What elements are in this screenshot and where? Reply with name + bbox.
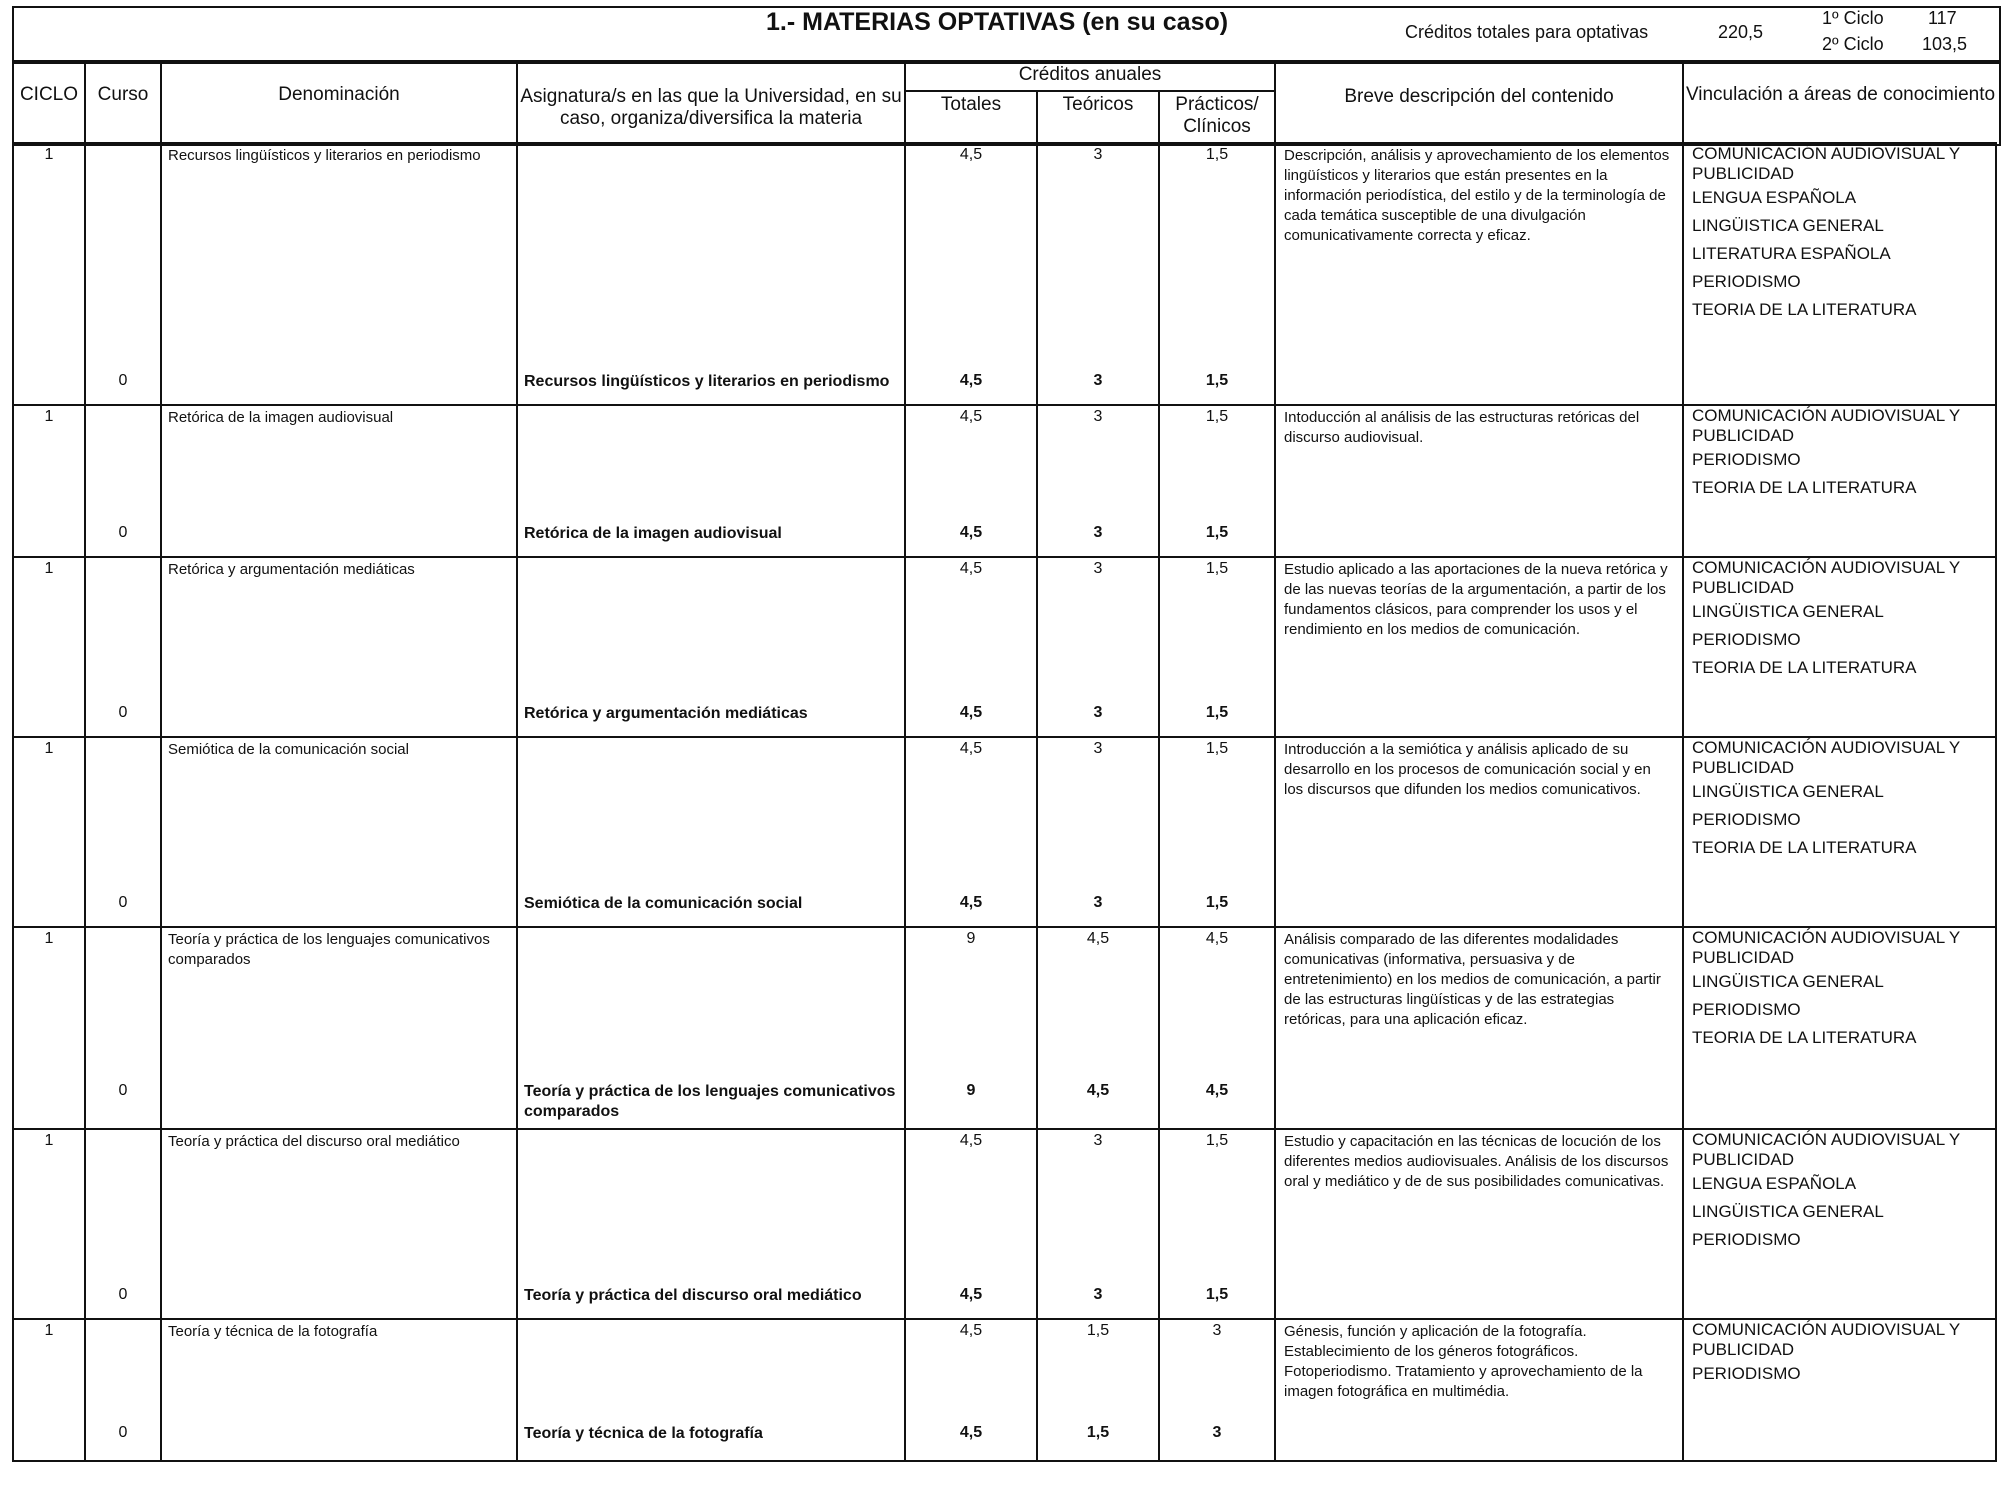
- col-vinculacion: Vinculación a áreas de conocimiento: [1685, 84, 1996, 105]
- row-sub-total: 4,5: [959, 1424, 983, 1441]
- row-denominacion: Teoría y técnica de la fotografía: [168, 1323, 378, 1340]
- row-ciclo: 1: [44, 1322, 54, 1339]
- col-divider: [1682, 62, 1684, 1462]
- area-item: TEORIA DE LA LITERATURA: [1692, 478, 1917, 497]
- row-descripcion: Análisis comparado de las diferentes modalidades comunicativas (informativa, persuasiva y de entretenimiento) en los medios de comunicación, a partir de las estructuras lingüísticas y de las estrategias retóricas, para una aplicación eficaz.: [1284, 931, 1661, 1028]
- row-curso: 0: [118, 1082, 128, 1099]
- area-item: COMUNICACIÓN AUDIOVISUAL Y PUBLICIDAD: [1692, 144, 1960, 183]
- area-item: TEORIA DE LA LITERATURA: [1692, 838, 1917, 857]
- row-descripcion: Estudio y capacitación en las técnicas de locución de los diferentes medios audiovisuales. Análisis de los discursos oral y mediático y de de sus posibilidades comunicativas.: [1284, 1133, 1669, 1190]
- creditos-label: Créditos totales para optativas: [1405, 22, 1649, 42]
- col-denominacion: Denominación: [278, 84, 400, 105]
- col-divider: [904, 62, 906, 1462]
- row-sub-teoricos: 3: [1093, 894, 1103, 911]
- ciclo2-value: 103,5: [1922, 34, 1968, 54]
- ciclo2-label: 2º Ciclo: [1822, 34, 1884, 54]
- area-item: PERIODISMO: [1692, 272, 1801, 291]
- col-divider: [1036, 92, 1038, 1462]
- row-total: 4,5: [959, 740, 983, 757]
- row-sub-practicos: 1,5: [1205, 1286, 1229, 1303]
- row-teoricos: 4,5: [1086, 930, 1110, 947]
- row-areas: [1692, 928, 1992, 1052]
- row-descripcion: Descripción, análisis y aprovechamiento de los elementos lingüísticos y literarios que están presentes en la información periodística, del estilo y de la terminología de cada temática susceptible de una divulgación comunicativamente correcta y eficaz.: [1284, 147, 1670, 244]
- area-item: COMUNICACIÓN AUDIOVISUAL Y PUBLICIDAD: [1692, 738, 1960, 777]
- row-denominacion: Retórica de la imagen audiovisual: [168, 409, 394, 426]
- area-item: COMUNICACIÓN AUDIOVISUAL Y PUBLICIDAD: [1692, 558, 1960, 597]
- col-creditos-anuales: Créditos anuales: [1018, 64, 1162, 85]
- row-areas: [1692, 144, 1992, 324]
- creditos-total: 220,5: [1718, 22, 1764, 42]
- row-practicos: 1,5: [1205, 1132, 1229, 1149]
- area-item: COMUNICACIÓN AUDIOVISUAL Y PUBLICIDAD: [1692, 928, 1960, 967]
- row-practicos: 1,5: [1205, 560, 1229, 577]
- row-sub-total: 4,5: [959, 894, 983, 911]
- row-practicos: 1,5: [1205, 740, 1229, 757]
- row-asignatura: Teoría y práctica del discurso oral mediático: [524, 1287, 862, 1304]
- row-curso: 0: [118, 704, 128, 721]
- row-total: 9: [966, 930, 976, 947]
- row-sub-total: 4,5: [959, 1286, 983, 1303]
- row-ciclo: 1: [44, 1132, 54, 1149]
- row-sub-practicos: 1,5: [1205, 704, 1229, 721]
- row-sub-teoricos: 3: [1093, 1286, 1103, 1303]
- row-total: 4,5: [959, 146, 983, 163]
- row-descripcion: Estudio aplicado a las aportaciones de la nueva retórica y de las nuevas teorías de la argumentación, a partir de los fundamentos clásicos, para comprender los usos y el rendimiento en los medios de comunicación.: [1284, 561, 1668, 638]
- row-sub-total: 4,5: [959, 372, 983, 389]
- row-asignatura: Retórica y argumentación mediáticas: [524, 705, 808, 722]
- row-curso: 0: [118, 372, 128, 389]
- col-divider: [1274, 62, 1276, 1462]
- row-asignatura: Teoría y práctica de los lenguajes comunicativos comparados: [524, 1083, 896, 1120]
- page-title: 1.- MATERIAS OPTATIVAS (en su caso): [766, 8, 1229, 36]
- area-item: TEORIA DE LA LITERATURA: [1692, 658, 1917, 677]
- area-item: PERIODISMO: [1692, 1230, 1801, 1249]
- area-item: PERIODISMO: [1692, 1000, 1801, 1019]
- area-item: LINGÜISTICA GENERAL: [1692, 782, 1884, 801]
- area-item: LINGÜISTICA GENERAL: [1692, 1202, 1884, 1221]
- row-descripcion: Introducción a la semiótica y análisis aplicado de su desarrollo en los procesos de comunicación social y en los discursos que difunden los medios comunicativos.: [1284, 741, 1651, 798]
- row-areas: [1692, 1130, 1992, 1254]
- row-total: 4,5: [959, 1132, 983, 1149]
- col-totales: Totales: [940, 94, 1002, 115]
- area-item: LITERATURA ESPAÑOLA: [1692, 244, 1891, 263]
- area-item: LENGUA ESPAÑOLA: [1692, 1174, 1857, 1193]
- col-divider: [1158, 92, 1160, 1462]
- col-curso: Curso: [97, 84, 149, 105]
- row-descripcion: Intoducción al análisis de las estructuras retóricas del discurso audiovisual.: [1284, 409, 1640, 446]
- area-item: LINGÜISTICA GENERAL: [1692, 602, 1884, 621]
- row-sub-total: 9: [966, 1082, 976, 1099]
- row-sub-practicos: 1,5: [1205, 524, 1229, 541]
- row-asignatura: Semiótica de la comunicación social: [524, 895, 803, 912]
- table-left-border: [12, 142, 14, 1462]
- area-item: TEORIA DE LA LITERATURA: [1692, 1028, 1917, 1047]
- row-sub-teoricos: 3: [1093, 372, 1103, 389]
- area-item: PERIODISMO: [1692, 450, 1801, 469]
- table-right-border: [1995, 142, 1997, 1462]
- row-areas: [1692, 406, 1992, 502]
- row-sub-practicos: 3: [1212, 1424, 1222, 1441]
- area-item: COMUNICACIÓN AUDIOVISUAL Y PUBLICIDAD: [1692, 1320, 1960, 1359]
- row-sub-teoricos: 3: [1093, 524, 1103, 541]
- row-denominacion: Retórica y argumentación mediáticas: [168, 561, 415, 578]
- row-sub-total: 4,5: [959, 704, 983, 721]
- row-curso: 0: [118, 1424, 128, 1441]
- row-total: 4,5: [959, 1322, 983, 1339]
- row-ciclo: 1: [44, 560, 54, 577]
- row-practicos: 1,5: [1205, 146, 1229, 163]
- row-total: 4,5: [959, 408, 983, 425]
- col-divider: [516, 62, 518, 1462]
- row-denominacion: Teoría y práctica del discurso oral mediático: [168, 1133, 460, 1150]
- area-item: PERIODISMO: [1692, 1364, 1801, 1383]
- area-item: COMUNICACIÓN AUDIOVISUAL Y PUBLICIDAD: [1692, 1130, 1960, 1169]
- area-item: TEORIA DE LA LITERATURA: [1692, 300, 1917, 319]
- row-total: 4,5: [959, 560, 983, 577]
- row-denominacion: Teoría y práctica de los lenguajes comunicativos comparados: [168, 931, 490, 968]
- row-teoricos: 3: [1093, 1132, 1103, 1149]
- area-item: LINGÜISTICA GENERAL: [1692, 972, 1884, 991]
- area-item: PERIODISMO: [1692, 810, 1801, 829]
- area-item: LINGÜISTICA GENERAL: [1692, 216, 1884, 235]
- row-asignatura: Recursos lingüísticos y literarios en periodismo: [524, 373, 890, 390]
- col-asignatura: Asignatura/s en las que la Universidad, en su caso, organiza/diversifica la materia: [520, 86, 902, 129]
- row-teoricos: 1,5: [1086, 1322, 1110, 1339]
- row-asignatura: Retórica de la imagen audiovisual: [524, 525, 782, 542]
- area-item: COMUNICACIÓN AUDIOVISUAL Y PUBLICIDAD: [1692, 406, 1960, 445]
- row-practicos: 1,5: [1205, 408, 1229, 425]
- row-sub-teoricos: 1,5: [1086, 1424, 1110, 1441]
- row-sub-practicos: 1,5: [1205, 372, 1229, 389]
- col-descripcion: Breve descripción del contenido: [1344, 86, 1614, 107]
- row-ciclo: 1: [44, 146, 54, 163]
- area-item: PERIODISMO: [1692, 630, 1801, 649]
- row-sub-teoricos: 4,5: [1086, 1082, 1110, 1099]
- row-teoricos: 3: [1093, 560, 1103, 577]
- row-curso: 0: [118, 894, 128, 911]
- row-ciclo: 1: [44, 930, 54, 947]
- row-teoricos: 3: [1093, 146, 1103, 163]
- row-areas: [1692, 1320, 1992, 1388]
- row-practicos: 4,5: [1205, 930, 1229, 947]
- table-bottom-border: [12, 1460, 1997, 1462]
- row-sub-practicos: 1,5: [1205, 894, 1229, 911]
- row-descripcion: Génesis, función y aplicación de la fotografía. Establecimiento de los géneros fotográficos. Fotoperiodismo. Tratamiento y aprovechamiento de la imagen fotográfica en multimédia.: [1284, 1323, 1643, 1400]
- row-areas: [1692, 738, 1992, 862]
- row-denominacion: Semiótica de la comunicación social: [168, 741, 409, 758]
- row-ciclo: 1: [44, 740, 54, 757]
- row-teoricos: 3: [1093, 740, 1103, 757]
- row-denominacion: Recursos lingüísticos y literarios en periodismo: [168, 147, 481, 164]
- ciclo1-label: 1º Ciclo: [1822, 8, 1884, 28]
- row-sub-practicos: 4,5: [1205, 1082, 1229, 1099]
- col-ciclo: CICLO: [19, 84, 79, 105]
- col-divider: [160, 62, 162, 1462]
- creditos-divider: [904, 90, 1276, 92]
- row-sub-teoricos: 3: [1093, 704, 1103, 721]
- row-sub-total: 4,5: [959, 524, 983, 541]
- col-divider: [84, 62, 86, 1462]
- row-ciclo: 1: [44, 408, 54, 425]
- row-practicos: 3: [1212, 1322, 1222, 1339]
- row-curso: 0: [118, 1286, 128, 1303]
- row-asignatura: Teoría y técnica de la fotografía: [524, 1425, 763, 1442]
- row-curso: 0: [118, 524, 128, 541]
- col-practicos: Prácticos/ Clínicos: [1175, 94, 1259, 137]
- row-areas: [1692, 558, 1992, 682]
- area-item: LENGUA ESPAÑOLA: [1692, 188, 1857, 207]
- row-teoricos: 3: [1093, 408, 1103, 425]
- ciclo1-value: 117: [1928, 8, 1957, 28]
- col-teoricos: Teóricos: [1062, 94, 1134, 115]
